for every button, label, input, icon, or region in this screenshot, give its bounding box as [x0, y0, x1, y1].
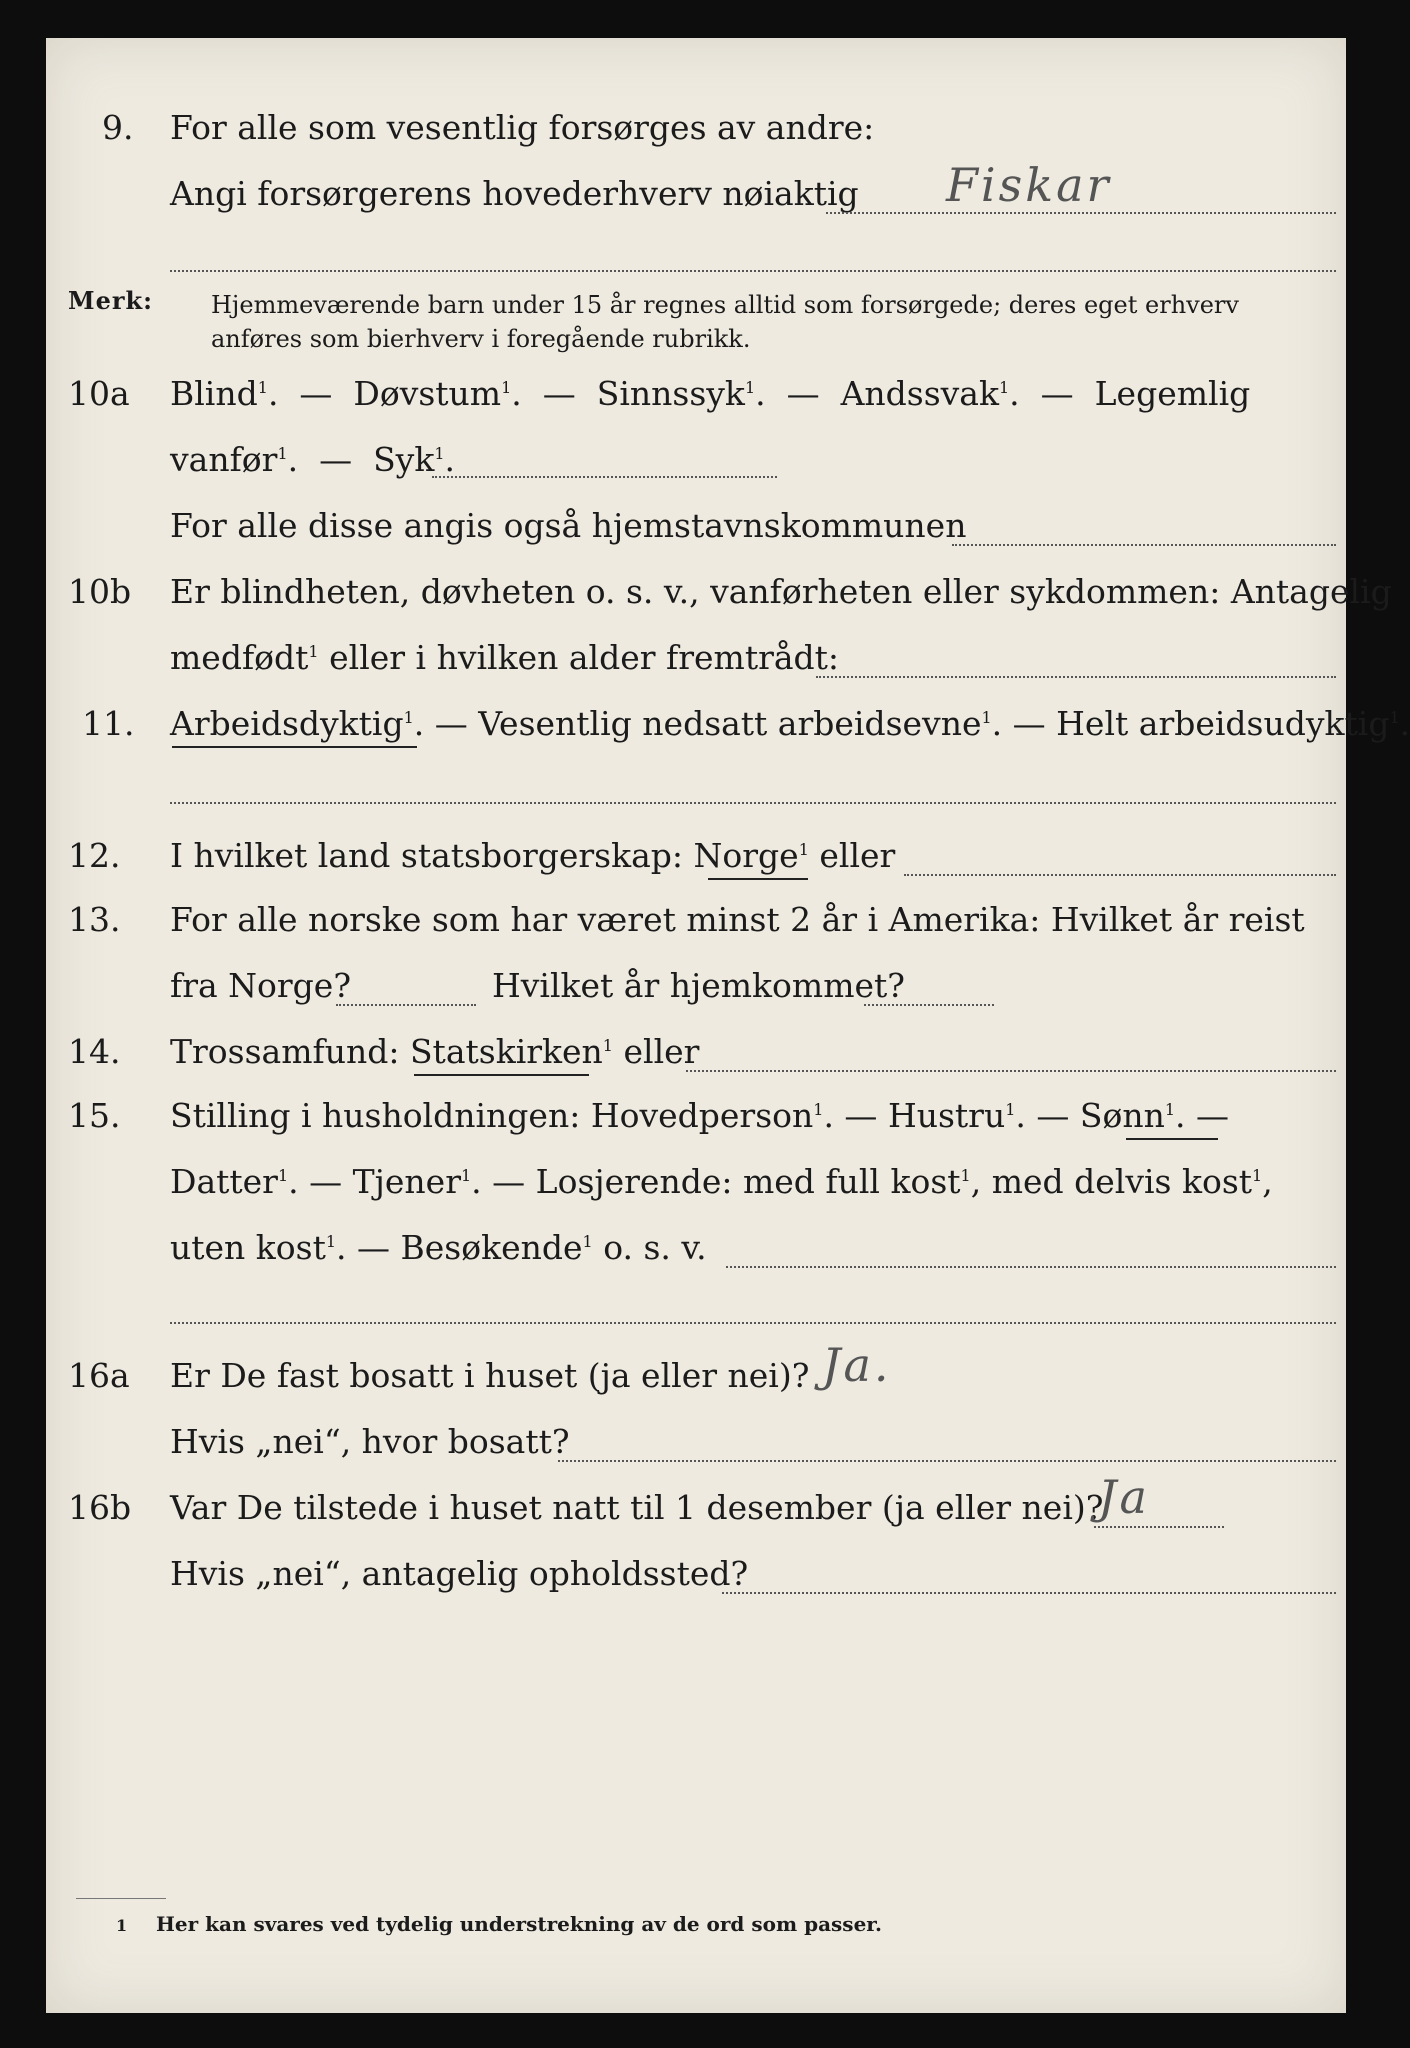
- q9-number: 9.: [102, 108, 134, 147]
- q10a-vanfor: vanfør: [170, 440, 278, 479]
- q10a-legemlig: Legemlig: [1094, 374, 1251, 413]
- census-form-page: [46, 38, 1410, 2013]
- q16a-number: 16a: [68, 1356, 130, 1395]
- q10a-line3: For alle disse angis også hjemstavnskommunen: [170, 506, 967, 545]
- q15-besokende: Besøkende: [400, 1228, 583, 1267]
- q15-extra-line: [170, 1322, 1336, 1324]
- q16b-handwritten-answer: Ja: [1098, 1470, 1150, 1524]
- q14-suffix: eller: [623, 1032, 700, 1071]
- q10a-blind: Blind: [170, 374, 258, 413]
- q15-osv: o. s. v.: [603, 1228, 707, 1267]
- q9-question-line2: Angi forsørgerens hovederhverv nøiaktig: [170, 174, 859, 213]
- footnote-text: Her kan svares ved tydelig understrekning av de ord som passer.: [156, 1912, 882, 1936]
- q11-underline-arbeidsdyktig: [172, 746, 417, 748]
- q15-line1: Stilling i husholdningen: Hovedperson$^1$. — Hustru$^1$. — Sønn$^1$. —: [170, 1096, 1230, 1135]
- q12-answer-line: [904, 874, 1336, 876]
- q11-line1: Arbeidsdyktig$^1$. — Vesentlig nedsatt arbeidsevne$^1$. — Helt arbeidsudyktig$^1$.: [170, 704, 1410, 743]
- q10b-line2: medfødt$^1$ eller i hvilken alder fremtrådt:: [170, 638, 840, 677]
- q14-number: 14.: [68, 1032, 121, 1071]
- q16a-line2: Hvis „nei“, hvor bosatt?: [170, 1422, 570, 1461]
- q16a-bosatt-line: [558, 1460, 1336, 1462]
- q15-prefix: Stilling i husholdningen:: [170, 1096, 581, 1135]
- q12-number: 12.: [68, 836, 121, 875]
- q10b-medfodt: medfødt: [170, 638, 309, 677]
- q9-handwritten-answer: Fiskar: [946, 158, 1112, 212]
- q15-delvis: med delvis kost: [991, 1162, 1253, 1201]
- q12-line: I hvilket land statsborgerskap: Norge$^1$ eller: [170, 836, 896, 875]
- q12-suffix: eller: [819, 836, 896, 875]
- q15-tjener: Tjener: [352, 1162, 461, 1201]
- q12-norge: Norge: [693, 836, 799, 875]
- q9-question-line1: For alle som vesentlig forsørges av andre:: [170, 108, 875, 147]
- merk-text-line2: anføres som bierhverv i foregående rubrikk.: [211, 325, 751, 353]
- q15-losjerende: Losjerende: med full kost: [535, 1162, 961, 1201]
- q16b-answer-line: [1094, 1526, 1224, 1528]
- merk-text-line1: Hjemmeværende barn under 15 år regnes alltid som forsørgede; deres eget erhverv: [211, 291, 1239, 319]
- q10a-hjemstavn-line: [952, 544, 1336, 546]
- q15-answer-line: [726, 1266, 1336, 1268]
- q10a-sinnssyk: Sinnssyk: [596, 374, 745, 413]
- q13-hjemkommet-line: [864, 1004, 994, 1006]
- q15-hovedperson: Hovedperson: [590, 1096, 814, 1135]
- q14-statskirken: Statskirken: [409, 1032, 603, 1071]
- q10a-andssvak: Andssvak: [840, 374, 999, 413]
- q13-line2b: Hvilket år hjemkommet?: [492, 966, 905, 1005]
- q15-uten: uten kost: [170, 1228, 326, 1267]
- q11-nedsatt: Vesentlig nedsatt arbeidsevne: [478, 704, 982, 743]
- q15-number: 15.: [68, 1096, 121, 1135]
- q13-reist-line: [336, 1004, 476, 1006]
- q16b-line2: Hvis „nei“, antagelig opholdssted?: [170, 1554, 749, 1593]
- q15-sonn: Sønn: [1079, 1096, 1165, 1135]
- q10a-dovstum: Døvstum: [353, 374, 502, 413]
- q16a-handwritten-answer: Ja.: [822, 1338, 892, 1392]
- q10b-answer-line: [816, 676, 1336, 678]
- q15-underline-sonn: [1126, 1138, 1218, 1140]
- footnote-marker: 1: [116, 1916, 128, 1935]
- q16a-line1: Er De fast bosatt i huset (ja eller nei)?: [170, 1356, 810, 1395]
- q15-line2: Datter$^1$. — Tjener$^1$. — Losjerende: med full kost$^1$, med delvis kost$^1$,: [170, 1162, 1273, 1201]
- q9-answer-line: [826, 212, 1336, 214]
- q10b-line2-rest: eller i hvilken alder fremtrådt:: [329, 638, 840, 677]
- q10b-number: 10b: [68, 572, 132, 611]
- q15-line3: uten kost$^1$. — Besøkende$^1$ o. s. v.: [170, 1228, 707, 1267]
- q11-udyktig: Helt arbeidsudyktig: [1056, 704, 1390, 743]
- q15-hustru: Hustru: [887, 1096, 1006, 1135]
- q14-prefix: Trossamfund:: [170, 1032, 400, 1071]
- q10a-syk: Syk: [373, 440, 435, 479]
- q10b-line1: Er blindheten, døvheten o. s. v., vanførheten eller sykdommen: Antagelig: [170, 572, 1392, 611]
- q10a-syk-line: [432, 476, 777, 478]
- q14-answer-line: [686, 1070, 1336, 1072]
- q16b-number: 16b: [68, 1488, 132, 1527]
- q11-arbeidsdyktig: Arbeidsdyktig: [170, 704, 404, 743]
- q16b-opholdssted-line: [722, 1592, 1336, 1594]
- q12-prefix: I hvilket land statsborgerskap:: [170, 836, 684, 875]
- q11-number: 11.: [82, 704, 135, 743]
- q9-extra-line: [170, 270, 1336, 272]
- q10a-line1: Blind$^1$. — Døvstum$^1$. — Sinnssyk$^1$. — Andssvak$^1$. — Legemlig: [170, 374, 1251, 413]
- q11-answer-line: [170, 802, 1336, 804]
- q16b-line1: Var De tilstede i huset natt til 1 desember (ja eller nei)?: [170, 1488, 1104, 1527]
- q14-underline-statskirken: [414, 1074, 589, 1076]
- q10a-line2: vanfør$^1$. — Syk$^1$.: [170, 440, 456, 479]
- q10a-number: 10a: [68, 374, 130, 413]
- q12-underline-norge: [708, 878, 808, 880]
- q13-line2a: fra Norge?: [170, 966, 352, 1005]
- footnote-rule: [76, 1898, 166, 1899]
- merk-label: Merk:: [68, 286, 153, 315]
- q15-datter: Datter: [170, 1162, 278, 1201]
- q13-number: 13.: [68, 900, 121, 939]
- q13-line1: For alle norske som har været minst 2 år i Amerika: Hvilket år reist: [170, 900, 1305, 939]
- q14-line: Trossamfund: Statskirken$^1$ eller: [170, 1032, 700, 1071]
